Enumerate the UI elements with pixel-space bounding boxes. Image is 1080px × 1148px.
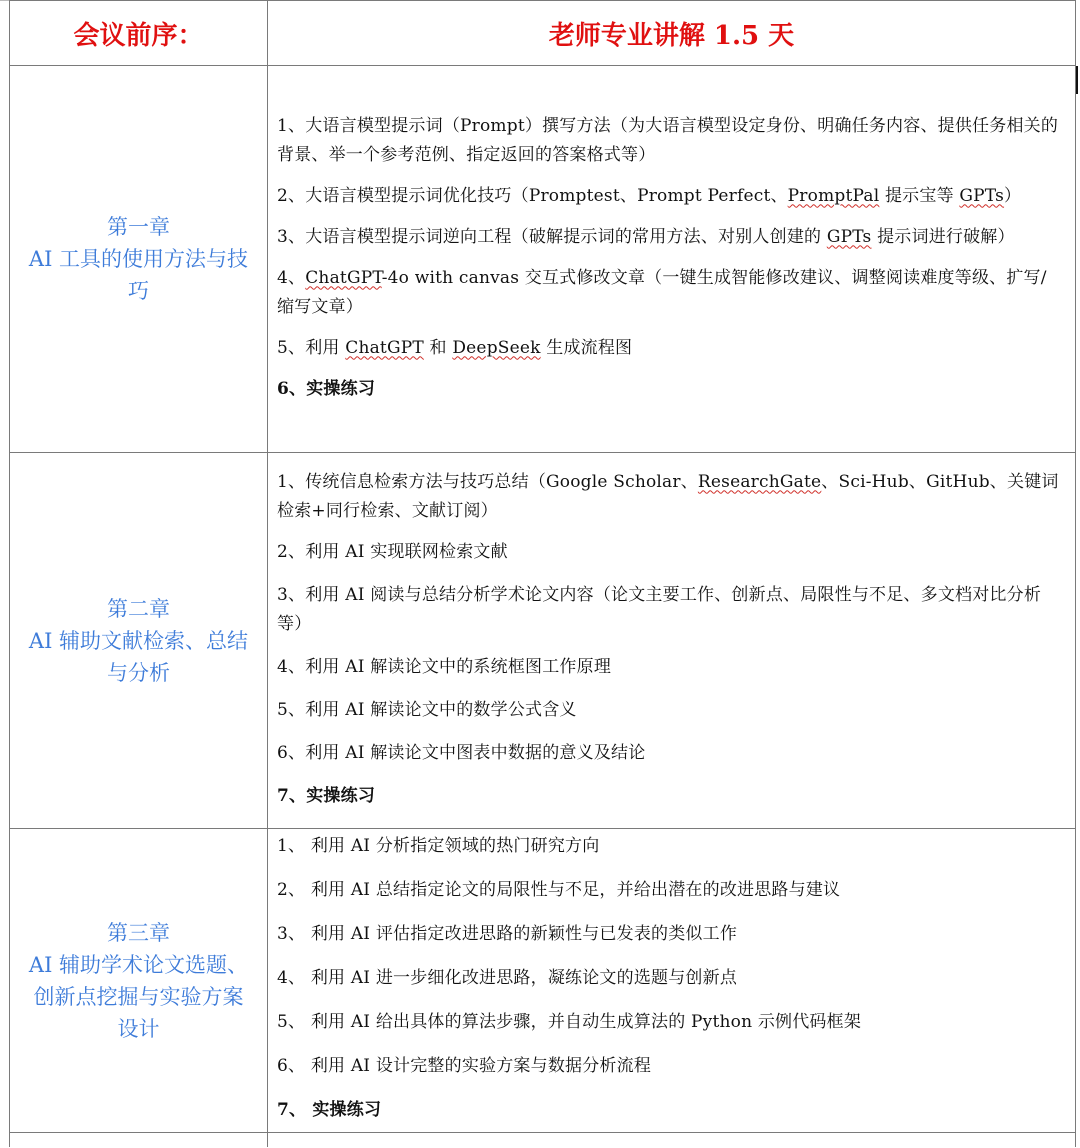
chapter-2-subtitle-line2: 与分析 — [107, 660, 170, 685]
spellcheck-underline: GPTs — [826, 226, 872, 247]
list-item: 5、利用 AI 解读论文中的数学公式含义 — [277, 699, 577, 720]
chapter-row-2 — [10, 453, 1076, 829]
corner-mark — [0, 0, 9, 1]
list-item: 1、大语言模型提示词（Prompt）撰写方法（为大语言模型设定身份、明确任务内容、提供任务相关的背景、举一个参考范例、指定返回的答案格式等） — [277, 115, 1059, 165]
spellcheck-underline: PromptPal — [787, 185, 880, 206]
list-item: 3、大语言模型提示词逆向工程（破解提示词的常用方法、对别人创建的 GPTs 提示词进行破解） — [277, 226, 1015, 247]
chapter-1-items-cell — [268, 66, 1076, 453]
chapter-3-title-cell — [10, 829, 268, 1133]
list-item: 6、实操练习 — [277, 378, 376, 399]
agenda-table-container — [9, 0, 1075, 1147]
chapter-2-items-cell — [268, 453, 1076, 829]
list-item: 6、利用 AI 解读论文中图表中数据的意义及结论 — [277, 742, 646, 763]
header-right-label: 老师专业讲解 1.5 天 — [548, 20, 795, 51]
spellcheck-underline: ChatGPT — [305, 267, 382, 288]
list-item: 6、 利用 AI 设计完整的实验方案与数据分析流程 — [277, 1056, 652, 1076]
chapter-1-title-cell — [10, 66, 268, 453]
header-left-label: 会议前序： — [73, 20, 204, 51]
list-item: 4、ChatGPT-4o with canvas 交互式修改文章（一键生成智能修改建议、调整阅读难度等级、扩写/缩写文章） — [277, 267, 1047, 317]
list-item: 2、 利用 AI 总结指定论文的局限性与不足，并给出潜在的改进思路与建议 — [277, 880, 841, 900]
text-cursor-mark — [1076, 66, 1078, 94]
chapter-1-subtitle-line2: 巧 — [128, 279, 149, 303]
list-item: 3、利用 AI 阅读与总结分析学术论文内容（论文主要工作、创新点、局限性与不足、多文档对比分析等） — [277, 584, 1042, 634]
trailing-row — [10, 1133, 1076, 1148]
list-item: 7、 实操练习 — [277, 1100, 382, 1120]
spellcheck-underline: DeepSeek — [452, 337, 541, 358]
list-item: 4、利用 AI 解读论文中的系统框图工作原理 — [277, 656, 612, 677]
chapter-row-1 — [10, 66, 1076, 453]
header-row — [10, 1, 1076, 66]
list-item: 1、 利用 AI 分析指定领域的热门研究方向 — [277, 836, 600, 856]
chapter-3-subtitle-line1: AI 辅助学术论文选题、 — [28, 952, 249, 977]
list-item: 4、 利用 AI 进一步细化改进思路，凝练论文的选题与创新点 — [277, 968, 738, 988]
chapter-3-subtitle-line2: 创新点挖掘与实验方案 — [33, 984, 244, 1009]
chapter-2-subtitle-line1: AI 辅助文献检索、总结 — [28, 628, 249, 653]
list-item: 2、大语言模型提示词优化技巧（Promptest、Prompt Perfect、PromptPal 提示宝等 GPTs） — [277, 185, 1022, 206]
list-item: 1、传统信息检索方法与技巧总结（Google Scholar、ResearchGate、Sci-Hub、GitHub、关键词检索+同行检索、文献订阅） — [277, 471, 1059, 521]
chapter-3-title: 第三章 — [107, 920, 170, 945]
agenda-table — [9, 0, 1076, 1147]
spellcheck-underline: GPTs — [959, 185, 1005, 206]
chapter-2-title-cell — [10, 453, 268, 829]
chapter-2-title: 第二章 — [107, 596, 170, 621]
trailing-right-cell — [268, 1133, 1076, 1148]
chapter-3-subtitle-line3: 设计 — [117, 1016, 160, 1041]
list-item: 2、利用 AI 实现联网检索文献 — [277, 541, 508, 562]
spellcheck-underline: ResearchGate — [697, 471, 822, 492]
chapter-1-title: 第一章 — [107, 215, 170, 239]
list-item: 7、实操练习 — [277, 785, 376, 806]
list-item: 3、 利用 AI 评估指定改进思路的新颖性与已发表的类似工作 — [277, 924, 738, 944]
chapter-1-subtitle-line1: AI 工具的使用方法与技 — [28, 247, 249, 271]
spellcheck-underline: ChatGPT — [345, 337, 424, 358]
header-left-cell — [10, 1, 268, 66]
list-item: 5、利用 ChatGPT 和 DeepSeek 生成流程图 — [277, 337, 633, 358]
header-right-cell — [268, 1, 1076, 66]
chapter-row-3 — [10, 829, 1076, 1133]
chapter-3-items-cell — [268, 829, 1076, 1133]
trailing-left-cell — [10, 1133, 268, 1148]
list-item: 5、 利用 AI 给出具体的算法步骤，并自动生成算法的 Python 示例代码框架 — [277, 1012, 862, 1032]
